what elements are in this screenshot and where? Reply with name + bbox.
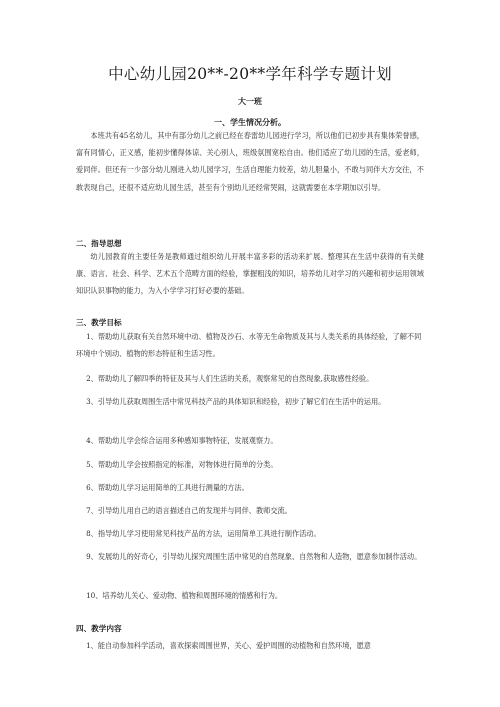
section1-paragraph: 本班共有45名幼儿，其中有部分幼儿之前已经在春雷幼儿园进行学习，所以他们已初步具有集体荣誉感，富有同情心，正义感，能初步懂得体谅、关心别人，班级氛围宽松自由。他们适应了幼儿园的生活，爱老师，爱同伴。但还有一少部分幼儿刚进入幼儿园学习，生活自理能力较差，幼儿胆量小，不敢与同伴大方交往，不敢表现自己，还很不适应幼儿园生活，甚至有个别幼儿还经常哭闹，这就需要在本学期加以引导。 <box>76 131 424 192</box>
section1-heading: 一、学生情况分析。 <box>214 117 286 127</box>
goal-item-4: 4、帮助幼儿学会综合运用多种感知事物特征，发展观察力。 <box>86 436 278 445</box>
class-name: 大一班 <box>238 96 262 106</box>
goal-item-6: 6、帮助幼儿学习运用简单的工具进行测量的方法。 <box>86 483 249 492</box>
goal-item-9: 9、发展幼儿的好奇心，引导幼儿探究周围生活中常见的自然现象、自然物和人造物，愿意参加制作活动。 <box>86 552 422 561</box>
content-item-1: 1、能自动参加科学活动，喜欢探索周围世界，关心、爱护周围的动植物和自然环境，愿意 <box>86 641 371 650</box>
goal-item-10: 10、培养幼儿关心、爱动物、植物和周围环境的情感和行为。 <box>86 591 283 600</box>
goal-item-2: 2、帮助幼儿了解四季的特征及其与人们生活的关系，观察常见的自然现象,获取感性经验。 <box>86 374 374 383</box>
goal-item-1: 1、帮助幼儿获取有关自然环境中动、植物及沙石、水等无生命物质及其与人类关系的具体经验，了解不同环境中个别动、植物的形态特征和生活习性。 <box>76 332 422 359</box>
goal-item-8: 8、指导幼儿学习使用常见科技产品的方法，运用简单工具进行制作活动。 <box>86 529 321 538</box>
document-title: 中心幼儿园20**-20**学年科学专题计划 <box>108 65 392 83</box>
section2-paragraph: 幼儿园教育的主要任务是教师通过组织幼儿开展丰富多彩的活动来扩展、整理其在生活中获得的有关健康、语言、社会、科学、艺术五个范畴方面的经验，掌握粗浅的知识，培养幼儿对学习的兴趣和初步运用领域知识认识事物的能力，为入小学学习打好必要的基础。 <box>76 252 424 296</box>
goal-item-3: 3、引导幼儿获取周围生活中常见科技产品的具体知识和经验，初步了解它们在生活中的运用。 <box>86 397 386 406</box>
goal-item-7: 7、引导幼儿用自己的语言描述自己的发现并与同伴、教师交流。 <box>86 506 292 515</box>
goal-item-5: 5、帮助幼儿学会按照指定的标准，对物体进行简单的分类。 <box>86 460 278 469</box>
section3-heading: 三、教学目标 <box>76 318 122 327</box>
section2-heading: 二、指导思想 <box>76 239 122 248</box>
section4-heading: 四、教学内容 <box>76 624 122 633</box>
